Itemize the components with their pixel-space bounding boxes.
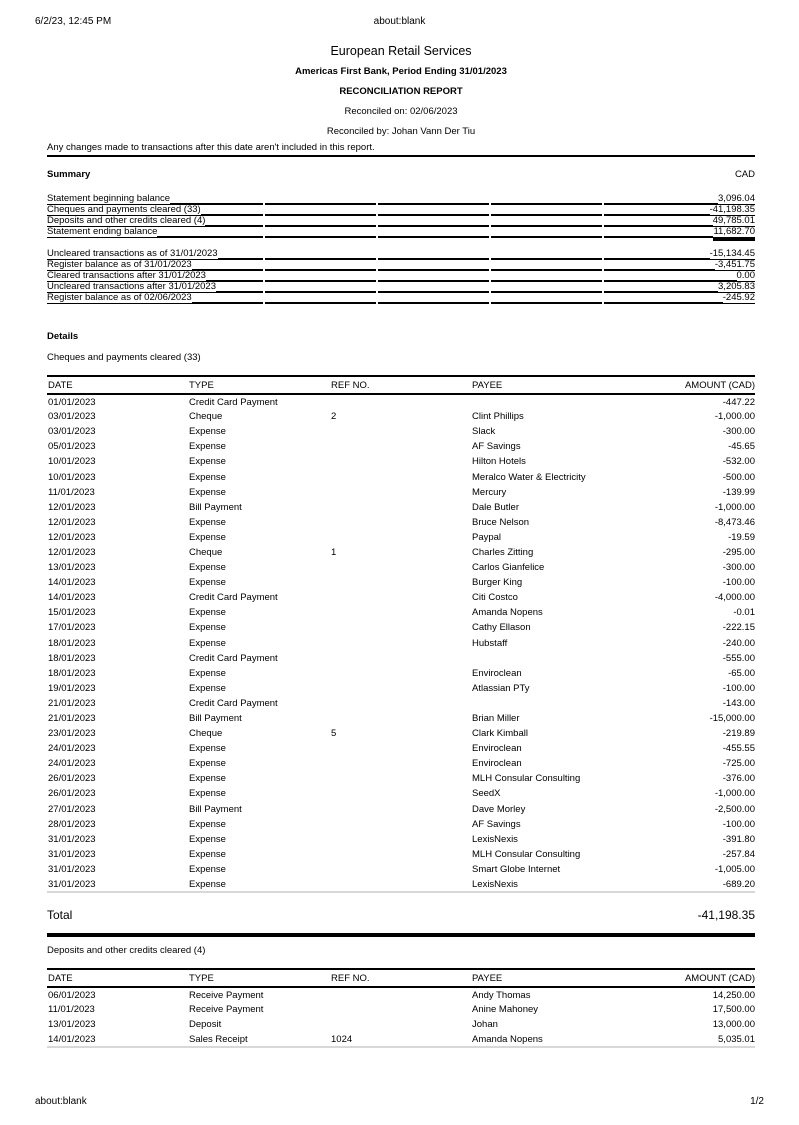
summary-label: Register balance as of 31/01/2023	[47, 259, 192, 270]
cell-type: Receive Payment	[189, 989, 264, 1001]
cell-ref	[330, 605, 471, 620]
summary-value: 11,682.70	[713, 227, 755, 241]
col-amount: AMOUNT (CAD)	[613, 376, 755, 394]
cell-payee	[471, 394, 613, 409]
cell-payee: MLH Consular Consulting	[472, 848, 581, 860]
cell-ref: 1024	[330, 1032, 471, 1047]
table-row[interactable]	[47, 515, 755, 530]
cell-date: 23/01/2023	[48, 728, 96, 740]
cell-date: 13/01/2023	[48, 1019, 96, 1031]
cell-payee: Enviroclean	[472, 758, 522, 770]
cell-amount: -240.00	[722, 637, 755, 649]
summary-label: Statement ending balance	[47, 226, 158, 237]
cell-type: Cheque	[189, 546, 223, 558]
print-header	[35, 16, 764, 30]
cell-ref	[330, 741, 471, 756]
cell-ref	[330, 681, 471, 696]
cell-amount: -8,473.46	[714, 516, 755, 528]
table-row[interactable]	[47, 651, 755, 666]
cell-payee: Bruce Nelson	[472, 516, 530, 528]
col-amount: AMOUNT (CAD)	[613, 969, 755, 987]
cell-type: Deposit	[189, 1019, 222, 1031]
cell-amount: -19.59	[728, 531, 755, 543]
cell-ref	[330, 651, 471, 666]
page-number: 1/2	[750, 1096, 764, 1107]
cell-date: 31/01/2023	[48, 863, 96, 875]
table-row[interactable]	[47, 1002, 755, 1017]
table-row[interactable]	[47, 741, 755, 756]
cell-date: 12/01/2023	[48, 501, 96, 513]
cell-type: Expense	[189, 818, 226, 830]
table-row[interactable]	[47, 560, 755, 575]
summary-value: 49,785.01	[712, 215, 755, 226]
table-header-row	[47, 376, 755, 394]
cell-type: Bill Payment	[189, 803, 242, 815]
cell-date: 24/01/2023	[48, 758, 96, 770]
print-url: about:blank	[373, 16, 426, 27]
cell-type: Expense	[189, 863, 226, 875]
cell-payee: Amanda Nopens	[472, 607, 543, 619]
summary-statement-block	[47, 194, 755, 238]
cell-date: 10/01/2023	[48, 471, 96, 483]
cell-amount: -447.22	[722, 396, 755, 408]
cell-payee: Atlassian PTy	[472, 682, 530, 694]
cell-date: 13/01/2023	[48, 562, 96, 574]
cell-payee: AF Savings	[472, 818, 521, 830]
cell-ref: 1	[331, 546, 337, 558]
cell-ref	[330, 877, 471, 892]
cell-date: 03/01/2023	[48, 426, 96, 438]
cell-ref	[330, 696, 471, 711]
cell-date: 14/01/2023	[48, 577, 96, 589]
cell-date: 18/01/2023	[48, 667, 96, 679]
cell-amount: -300.00	[722, 426, 755, 438]
cell-type: Cheque	[189, 411, 223, 423]
summary-value: -41,198.35	[709, 204, 755, 215]
cell-ref	[330, 817, 471, 832]
cell-type: Sales Receipt	[188, 1032, 330, 1047]
col-date: DATE	[47, 969, 188, 987]
cell-date: 18/01/2023	[48, 652, 96, 664]
summary-row	[47, 227, 755, 238]
cell-amount: -725.00	[722, 758, 755, 770]
cell-type: Credit Card Payment	[189, 652, 278, 664]
cell-ref	[330, 862, 471, 877]
cell-amount: -65.00	[728, 667, 755, 679]
table-row[interactable]	[47, 485, 755, 500]
col-payee: PAYEE	[471, 376, 613, 394]
cell-payee: SeedX	[472, 788, 501, 800]
cell-date: 21/01/2023	[48, 697, 96, 709]
cell-type: Expense	[189, 637, 226, 649]
cell-amount: -100.00	[722, 577, 755, 589]
cell-type: Expense	[189, 562, 226, 574]
table-row[interactable]	[47, 439, 755, 454]
summary-value: 3,205.83	[718, 281, 755, 292]
table-row[interactable]	[47, 756, 755, 771]
table-row[interactable]	[47, 636, 755, 651]
total-label: Total	[47, 908, 73, 923]
cell-amount: -222.15	[722, 622, 755, 634]
disclaimer-note: Any changes made to transactions after this date aren't included in this report.	[47, 142, 755, 157]
cell-type: Bill Payment	[189, 501, 242, 513]
table-row[interactable]	[47, 590, 755, 605]
table-row[interactable]	[47, 469, 755, 484]
table-row[interactable]	[47, 666, 755, 681]
cell-payee: Cathy Ellason	[472, 622, 531, 634]
cell-payee	[471, 696, 613, 711]
print-datetime: 6/2/23, 12:45 PM	[35, 16, 112, 27]
cell-payee: Clark Kimball	[472, 728, 528, 740]
cell-amount: -100.00	[722, 818, 755, 830]
cell-ref: 2	[331, 411, 337, 423]
cell-type: Expense	[189, 426, 226, 438]
table-row[interactable]	[47, 681, 755, 696]
cell-ref	[330, 515, 471, 530]
cell-payee: Carlos Gianfelice	[472, 562, 545, 574]
table-row[interactable]	[47, 1017, 755, 1032]
cell-ref	[330, 636, 471, 651]
cell-date: 14/01/2023	[48, 592, 96, 604]
cell-ref: 5	[331, 728, 337, 740]
cell-payee: Meralco Water & Electricity	[472, 471, 586, 483]
summary-label: Deposits and other credits cleared (4)	[47, 215, 206, 226]
cell-date: 10/01/2023	[48, 456, 96, 468]
summary-value: -3,451.75	[714, 259, 755, 270]
cell-amount: -500.00	[722, 471, 755, 483]
cell-amount: -100.00	[722, 682, 755, 694]
cell-payee: LexisNexis	[472, 833, 518, 845]
cell-amount: -391.80	[722, 833, 755, 845]
cell-ref	[330, 847, 471, 862]
cell-payee: Burger King	[472, 577, 523, 589]
table-row[interactable]	[47, 771, 755, 786]
summary-header	[47, 169, 755, 183]
cell-ref	[330, 394, 471, 409]
cell-type: Expense	[189, 743, 226, 755]
cell-amount: -143.00	[722, 697, 755, 709]
cell-date: 31/01/2023	[48, 848, 96, 860]
print-footer	[35, 1096, 764, 1110]
cell-payee: LexisNexis	[471, 877, 613, 892]
col-date: DATE	[47, 376, 188, 394]
reconciled-on: Reconciled on: 02/06/2023	[344, 106, 458, 117]
cell-amount: -45.65	[728, 441, 755, 453]
table-row[interactable]	[47, 545, 755, 560]
cell-amount: -1,000.00	[714, 501, 755, 513]
report-title: RECONCILIATION REPORT	[339, 86, 463, 97]
cell-amount: -295.00	[722, 546, 755, 558]
cell-date: 06/01/2023	[48, 989, 96, 1001]
cell-ref	[330, 802, 471, 817]
cell-date: 18/01/2023	[48, 637, 96, 649]
cell-type: Receive Payment	[189, 1004, 264, 1016]
cell-amount: 17,500.00	[712, 1004, 755, 1016]
cell-ref	[330, 500, 471, 515]
table-row[interactable]	[47, 847, 755, 862]
cell-amount: -4,000.00	[714, 592, 755, 604]
cell-amount: -376.00	[722, 773, 755, 785]
cell-date: 26/01/2023	[48, 788, 96, 800]
table-row[interactable]	[47, 786, 755, 801]
cell-type: Expense	[189, 667, 226, 679]
cell-amount: -2,500.00	[714, 803, 755, 815]
table-row[interactable]	[47, 726, 755, 741]
cell-ref	[330, 666, 471, 681]
cell-payee: MLH Consular Consulting	[472, 773, 581, 785]
cell-amount: 5,035.01	[613, 1032, 755, 1047]
cell-type: Expense	[189, 622, 226, 634]
table-row[interactable]	[47, 500, 755, 515]
cell-type: Expense	[189, 833, 226, 845]
cell-amount: -689.20	[613, 877, 755, 892]
cell-payee: AF Savings	[472, 441, 521, 453]
cell-type: Expense	[189, 682, 226, 694]
table-row[interactable]	[47, 605, 755, 620]
cell-payee: Enviroclean	[472, 743, 522, 755]
table-row[interactable]	[47, 817, 755, 832]
cell-amount: -15,000.00	[709, 713, 755, 725]
cell-date: 17/01/2023	[48, 622, 96, 634]
cell-date: 11/01/2023	[48, 486, 95, 498]
cell-type: Cheque	[189, 728, 223, 740]
summary-label: Statement beginning balance	[47, 193, 171, 204]
cell-type: Expense	[189, 758, 226, 770]
cell-payee: Anine Mahoney	[472, 1004, 539, 1016]
cell-payee: Johan	[472, 1019, 498, 1031]
table-row[interactable]	[47, 409, 755, 424]
cell-payee: Charles Zitting	[472, 546, 534, 558]
cell-ref	[330, 560, 471, 575]
summary-value: -15,134.45	[709, 248, 755, 259]
table-row[interactable]	[47, 620, 755, 635]
cell-date: 01/01/2023	[48, 396, 96, 408]
table-row[interactable]	[47, 832, 755, 847]
summary-label: Uncleared transactions after 31/01/2023	[47, 281, 216, 292]
cell-payee: Brian Miller	[472, 713, 520, 725]
cell-ref	[330, 485, 471, 500]
cell-payee: Andy Thomas	[472, 989, 531, 1001]
cell-ref	[330, 439, 471, 454]
table-row[interactable]	[47, 394, 755, 409]
cell-ref	[330, 756, 471, 771]
footer-url: about:blank	[35, 1096, 87, 1107]
cell-type: Expense	[189, 471, 226, 483]
cell-ref	[330, 771, 471, 786]
total-divider	[47, 933, 755, 937]
cell-type: Credit Card Payment	[189, 697, 278, 709]
cell-amount: -1,005.00	[714, 863, 755, 875]
cell-ref	[330, 711, 471, 726]
cell-ref	[330, 469, 471, 484]
cell-amount: -219.89	[722, 728, 755, 740]
cell-payee: Mercury	[472, 486, 507, 498]
cell-ref	[330, 832, 471, 847]
cell-ref	[330, 530, 471, 545]
table-row[interactable]	[47, 987, 755, 1002]
cell-type: Expense	[189, 848, 226, 860]
cell-date: 31/01/2023	[47, 877, 188, 892]
cell-type: Expense	[189, 788, 226, 800]
cell-type: Credit Card Payment	[189, 592, 278, 604]
cell-date: 05/01/2023	[48, 441, 96, 453]
reconciled-by: Reconciled by: Johan Vann Der Tiu	[326, 126, 476, 137]
col-payee: PAYEE	[471, 969, 613, 987]
cell-payee: Smart Globe Internet	[472, 863, 561, 875]
cell-date: 21/01/2023	[48, 713, 96, 725]
summary-label: Register balance as of 02/06/2023	[47, 292, 192, 303]
cell-type: Credit Card Payment	[189, 396, 278, 408]
summary-value: -245.92	[722, 292, 755, 303]
cell-payee: Enviroclean	[472, 667, 522, 679]
reconciliation-report	[47, 43, 755, 1048]
cell-payee: Citi Costco	[472, 592, 518, 604]
cell-date: 31/01/2023	[48, 833, 96, 845]
summary-row	[47, 293, 755, 304]
col-ref: REF NO.	[330, 969, 471, 987]
summary-label: Cheques and payments cleared (33)	[47, 204, 201, 215]
table-row[interactable]	[47, 877, 755, 892]
cell-payee: Hubstaff	[472, 637, 508, 649]
cell-date: 12/01/2023	[48, 546, 96, 558]
cell-type: Bill Payment	[189, 713, 242, 725]
table-row[interactable]	[47, 711, 755, 726]
cell-ref	[330, 987, 471, 1002]
cell-date: 15/01/2023	[48, 607, 96, 619]
deposits-table	[47, 968, 755, 1048]
cell-amount: -1,000.00	[714, 411, 755, 423]
col-type: TYPE	[188, 376, 330, 394]
cell-payee: Amanda Nopens	[471, 1032, 613, 1047]
summary-heading: Summary	[47, 169, 91, 180]
cell-payee: Clint Phillips	[472, 411, 524, 423]
table-row[interactable]	[47, 530, 755, 545]
cell-date: 27/01/2023	[48, 803, 96, 815]
summary-value: 0.00	[736, 270, 755, 281]
cell-payee: Hilton Hotels	[472, 456, 526, 468]
cell-amount: -257.84	[722, 848, 755, 860]
cell-date: 19/01/2023	[48, 682, 96, 694]
cell-date: 28/01/2023	[48, 818, 96, 830]
cell-type: Expense	[189, 773, 226, 785]
cell-amount: -300.00	[722, 562, 755, 574]
cell-amount: -0.01	[733, 607, 755, 619]
cell-amount: -555.00	[722, 652, 755, 664]
table-row[interactable]	[47, 575, 755, 590]
col-type: TYPE	[188, 969, 330, 987]
cell-ref	[330, 1002, 471, 1017]
deposits-section-title: Deposits and other credits cleared (4)	[47, 945, 206, 957]
cheques-section-title: Cheques and payments cleared (33)	[47, 352, 201, 363]
cell-payee: Dave Morley	[472, 803, 526, 815]
company-name: European Retail Services	[330, 44, 472, 58]
cell-amount: -455.55	[722, 743, 755, 755]
cell-ref	[330, 590, 471, 605]
cell-ref	[330, 424, 471, 439]
cell-amount: 13,000.00	[712, 1019, 755, 1031]
cell-type: Expense	[189, 456, 226, 468]
cell-ref	[330, 1017, 471, 1032]
cell-type: Expense	[189, 486, 226, 498]
summary-label: Cleared transactions after 31/01/2023	[47, 270, 206, 281]
total-value: -41,198.35	[697, 908, 755, 923]
cell-ref	[330, 786, 471, 801]
cell-payee: Slack	[472, 426, 496, 438]
cell-ref	[330, 620, 471, 635]
cheques-total-row	[47, 908, 755, 924]
summary-value: 3,096.04	[718, 193, 755, 204]
cheques-table	[47, 375, 755, 893]
cell-ref	[330, 454, 471, 469]
cell-date: 12/01/2023	[48, 531, 96, 543]
account-period: Americas First Bank, Period Ending 31/01/2023	[295, 66, 507, 77]
cell-amount: -139.99	[722, 486, 755, 498]
table-row[interactable]	[47, 862, 755, 877]
cell-date: 26/01/2023	[48, 773, 96, 785]
table-header-row	[47, 969, 755, 987]
cell-date: 12/01/2023	[48, 516, 96, 528]
details-heading: Details	[47, 331, 79, 342]
cell-type: Expense	[189, 531, 226, 543]
table-row[interactable]	[47, 424, 755, 439]
cell-type: Expense	[189, 607, 226, 619]
cell-type: Expense	[189, 441, 226, 453]
cell-date: 14/01/2023	[47, 1032, 188, 1047]
summary-register-block	[47, 249, 755, 304]
summary-label: Uncleared transactions as of 31/01/2023	[47, 248, 218, 259]
cell-date: 24/01/2023	[48, 743, 96, 755]
col-ref: REF NO.	[330, 376, 471, 394]
table-row[interactable]	[47, 802, 755, 817]
cell-type: Expense	[189, 577, 226, 589]
cell-date: 11/01/2023	[48, 1004, 95, 1016]
cell-ref	[330, 575, 471, 590]
cell-date: 03/01/2023	[48, 411, 96, 423]
cell-amount: 14,250.00	[712, 989, 755, 1001]
cell-type: Expense	[188, 877, 330, 892]
cell-payee: Paypal	[472, 531, 502, 543]
cell-payee: Dale Butler	[472, 501, 519, 513]
table-row[interactable]	[47, 1032, 755, 1047]
table-row[interactable]	[47, 454, 755, 469]
cell-amount: -1,000.00	[714, 788, 755, 800]
currency-label: CAD	[734, 169, 755, 180]
table-row[interactable]	[47, 696, 755, 711]
cell-amount: -532.00	[722, 456, 755, 468]
cell-payee	[471, 651, 613, 666]
cell-type: Expense	[189, 516, 226, 528]
